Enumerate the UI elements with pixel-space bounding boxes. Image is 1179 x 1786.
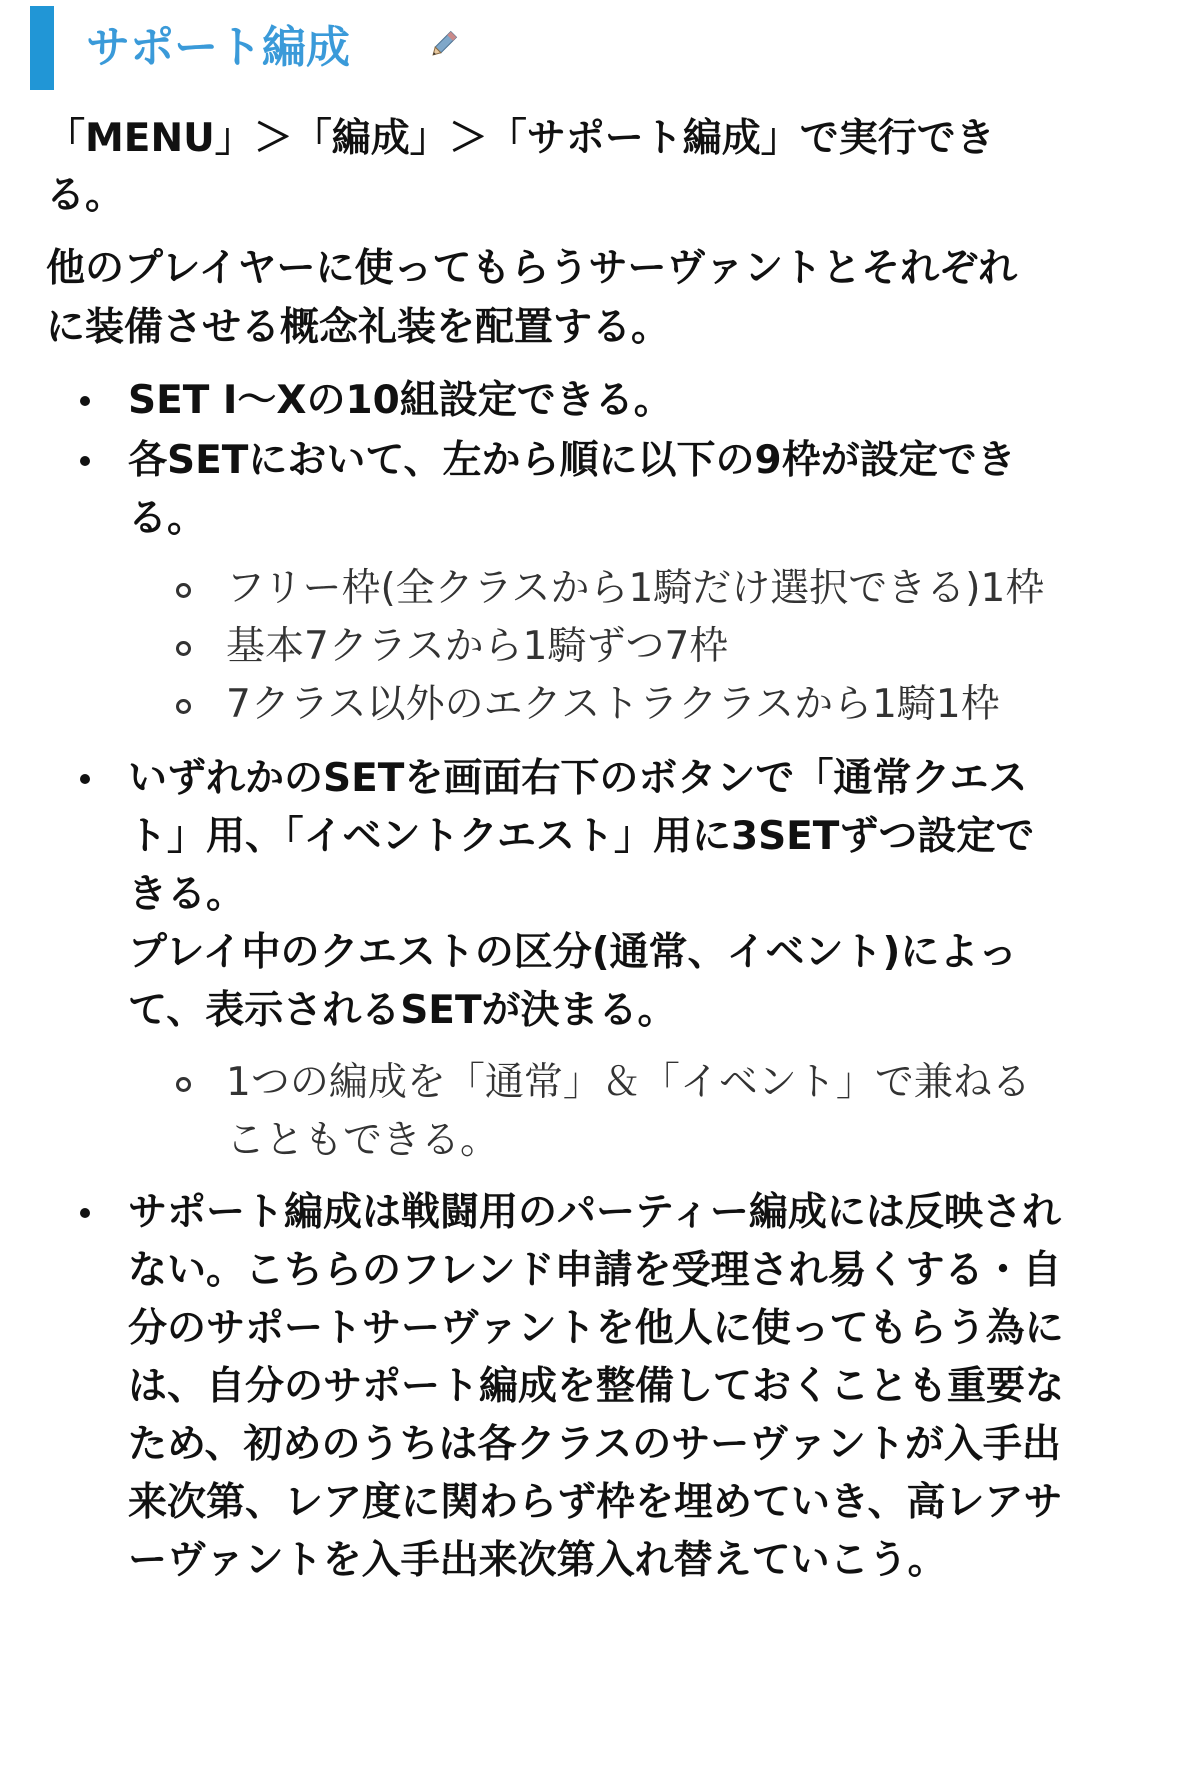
bullet-text: ーヴァントを入手出来次第入れ替えていこう。 [128, 1538, 947, 1583]
hollow-circle-icon [176, 583, 191, 598]
hollow-circle-icon [176, 641, 191, 656]
bullet-text: SET Ⅰ〜Xの10組設定できる。 [128, 378, 673, 423]
hollow-circle-icon [176, 1077, 191, 1092]
bullet-text: ため、初めのうちは各クラスのサーヴァントが入手出 [128, 1422, 1061, 1467]
sub-item-text: 1つの編成を「通常」＆「イベント」で兼ねる [226, 1060, 1031, 1105]
bullet-dot-icon [80, 774, 90, 784]
bullet-text: 各SETにおいて、左から順に以下の9枠が設定でき [128, 438, 1016, 483]
description-line-1: 他のプレイヤーに使ってもらうサーヴァントとそれぞれ [46, 246, 1018, 291]
bullet-text: サポート編成は戦闘用のパーティー編成には反映され [128, 1190, 1061, 1235]
bullet-text: ない。こちらのフレンド申請を受理され易くする・自 [128, 1248, 1062, 1293]
sub-item-text: フリー枠(全クラスから1騎だけ選択できる)1枠 [226, 566, 1045, 611]
sub-item-text: こともできる。 [226, 1118, 500, 1163]
bullet-text: プレイ中のクエストの区分(通常、イベント)によっ [128, 930, 1018, 975]
bullet-text: る。 [128, 496, 207, 541]
pencil-icon[interactable] [426, 28, 460, 62]
bullet-dot-icon [80, 456, 90, 466]
menu-path-text: 「MENU」＞「編成」＞「サポート編成」で実行でき [46, 116, 995, 161]
bullet-text: ト」用、「イベントクエスト」用に3SETずつ設定で [128, 814, 1035, 859]
section-title: サポート編成 [86, 22, 350, 73]
menu-path-text-end: る。 [46, 173, 125, 218]
hollow-circle-icon [176, 699, 191, 714]
bullet-text: いずれかのSETを画面右下のボタンで「通常クエス [128, 756, 1028, 801]
bullet-text: は、自分のサポート編成を整備しておくことも重要な [128, 1364, 1065, 1409]
bullet-dot-icon [80, 1208, 90, 1218]
sub-item-text: 基本7クラスから1騎ずつ7枠 [226, 624, 729, 669]
description-line-2: に装備させる概念礼装を配置する。 [46, 305, 671, 350]
heading-accent-bar [30, 6, 54, 90]
bullet-dot-icon [80, 396, 90, 406]
section-heading [30, 6, 630, 90]
bullet-text: て、表示されるSETが決まる。 [128, 988, 677, 1033]
bullet-text: 分のサポートサーヴァントを他人に使ってもらう為に [128, 1306, 1064, 1351]
bullet-text: きる。 [128, 872, 246, 917]
sub-item-text: 7クラス以外のエクストラクラスから1騎1枠 [226, 682, 1000, 727]
bullet-text: 来次第、レア度に関わらず枠を埋めていき、高レアサ [128, 1480, 1063, 1525]
